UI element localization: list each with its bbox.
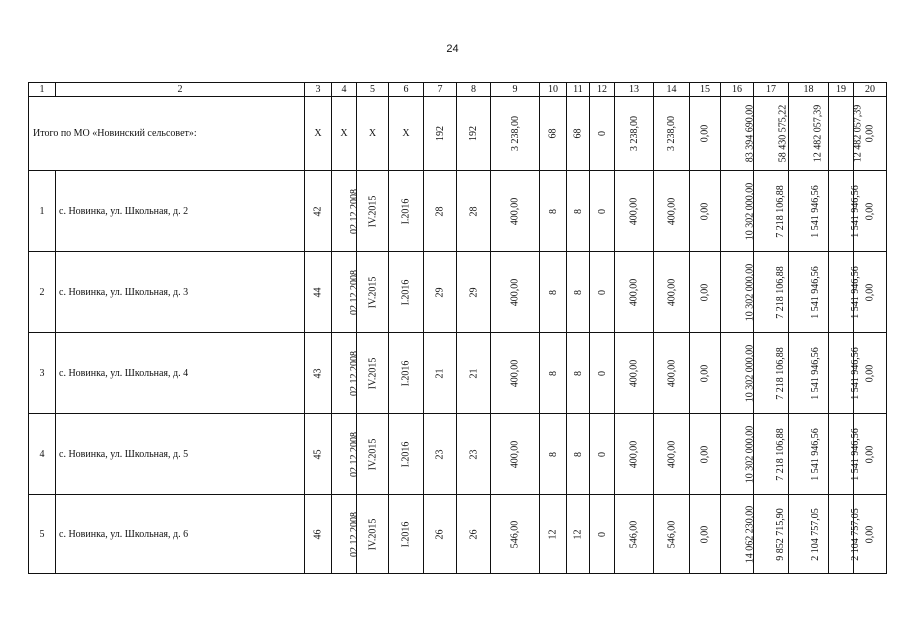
cell-c7 xyxy=(424,495,457,574)
cell-c18 xyxy=(789,495,829,574)
housing-program-table xyxy=(28,82,887,574)
cell-value: 546,00 xyxy=(666,520,677,548)
cell-value: 42 xyxy=(312,206,324,216)
cell-c13 xyxy=(615,333,654,414)
cell-c12 xyxy=(590,252,615,333)
cell-c5 xyxy=(357,171,389,252)
cell-value: 400,00 xyxy=(509,440,521,468)
address-cell: с. Новинка, ул. Школьная, д. 6 xyxy=(56,495,305,574)
cell-c16 xyxy=(721,333,754,414)
total-label: Итого по МО «Новинский сельсовет»: xyxy=(29,97,305,171)
cell-value: 10 302 000,00 xyxy=(744,182,756,240)
cell-c10 xyxy=(540,495,567,574)
cell-value: 400,00 xyxy=(666,278,677,306)
cell-value: 21 xyxy=(468,368,479,378)
column-number: 3 xyxy=(305,83,332,97)
cell-c4 xyxy=(332,171,360,252)
cell-value: 192 xyxy=(434,126,446,141)
address-cell: с. Новинка, ул. Школьная, д. 3 xyxy=(56,252,305,333)
cell-value: 29 xyxy=(434,287,446,297)
cell-c12 xyxy=(590,333,615,414)
cell-value: 02.12.2008 xyxy=(349,188,360,234)
cell-value: 28 xyxy=(468,206,479,216)
total-row xyxy=(29,97,887,171)
cell-c5 xyxy=(357,333,389,414)
row-number: 1 xyxy=(29,171,56,252)
cell-value: 400,00 xyxy=(628,197,640,225)
cell-value: 0 xyxy=(596,289,608,295)
cell-c9 xyxy=(491,333,540,414)
cell-value: 1 541 946,56 xyxy=(849,346,861,400)
cell-c4 xyxy=(332,414,360,495)
row-number: 3 xyxy=(29,333,56,414)
cell-value: 46 xyxy=(312,529,324,539)
column-number: 1 xyxy=(29,83,56,97)
cell-c17 xyxy=(754,252,789,333)
cell-value: 0,00 xyxy=(699,525,711,543)
cell-value: 0,00 xyxy=(699,202,711,220)
column-number-header xyxy=(29,83,887,97)
cell-value: 10 302 000,00 xyxy=(744,344,756,402)
cell-value: 12 482 057,39 xyxy=(812,104,824,163)
cell-value: IV.2015 xyxy=(367,438,379,470)
cell-c16 xyxy=(721,252,754,333)
cell-value: 0 xyxy=(596,531,608,537)
cell-value: 1 541 946,56 xyxy=(849,427,861,481)
cell-c6 xyxy=(389,495,424,574)
cell-value: 0,00 xyxy=(864,202,876,220)
cell-c17 xyxy=(754,495,789,574)
total-c17 xyxy=(754,97,789,171)
cell-c10 xyxy=(540,252,567,333)
cell-value: I.2016 xyxy=(400,198,412,224)
cell-value: 23 xyxy=(468,449,479,459)
cell-c11 xyxy=(567,495,590,574)
column-number: 9 xyxy=(491,83,540,97)
column-number: 18 xyxy=(789,83,829,97)
cell-value: 400,00 xyxy=(509,197,521,225)
cell-value: 400,00 xyxy=(628,359,640,387)
cell-c9 xyxy=(491,495,540,574)
cell-value: 1 541 946,56 xyxy=(809,265,821,319)
cell-value: 0,00 xyxy=(864,445,876,463)
cell-value: 68 xyxy=(572,128,584,139)
cell-c12 xyxy=(590,171,615,252)
cell-value: 21 xyxy=(434,368,446,378)
cell-value: 8 xyxy=(572,370,584,376)
cell-c13 xyxy=(615,495,654,574)
column-number: 5 xyxy=(357,83,389,97)
cell-value: 3 238,00 xyxy=(509,116,521,151)
cell-value: 02.12.2008 xyxy=(349,269,360,315)
cell-value: 8 xyxy=(572,451,584,457)
cell-value: 8 xyxy=(547,289,559,295)
cell-value: 26 xyxy=(468,529,479,539)
cell-value: 1 541 946,56 xyxy=(849,265,861,319)
cell-value: 7 218 106,88 xyxy=(774,427,786,481)
page-number: 24 xyxy=(446,43,459,55)
column-number: 12 xyxy=(590,83,615,97)
cell-c18 xyxy=(789,171,829,252)
cell-c6 xyxy=(389,414,424,495)
cell-value: 8 xyxy=(547,451,559,457)
cell-value: 400,00 xyxy=(628,440,640,468)
column-number: 15 xyxy=(690,83,721,97)
cell-c8 xyxy=(457,171,491,252)
column-number: 17 xyxy=(754,83,789,97)
cell-c10 xyxy=(540,171,567,252)
cell-value: 68 xyxy=(547,128,559,139)
cell-c11 xyxy=(567,252,590,333)
cell-value: 400,00 xyxy=(628,278,640,306)
cell-value: 02.12.2008 xyxy=(349,431,360,477)
cell-c14 xyxy=(654,252,690,333)
column-number: 14 xyxy=(654,83,690,97)
column-number: 10 xyxy=(540,83,567,97)
cell-value: 400,00 xyxy=(666,440,677,468)
cell-value: 546,00 xyxy=(628,520,640,548)
cell-c14 xyxy=(654,171,690,252)
cell-value: IV.2015 xyxy=(367,518,379,550)
cell-value: 43 xyxy=(312,368,324,378)
cell-value: 2 104 757,05 xyxy=(849,507,861,561)
cell-value: I.2016 xyxy=(400,279,412,305)
total-c15 xyxy=(690,97,721,171)
cell-c6 xyxy=(389,252,424,333)
cell-value: 8 xyxy=(547,208,559,214)
cell-value: 02.12.2008 xyxy=(349,511,360,557)
cell-value: 400,00 xyxy=(666,197,677,225)
total-c5: Х xyxy=(357,97,389,171)
cell-c12 xyxy=(590,414,615,495)
cell-c6 xyxy=(389,171,424,252)
cell-value: I.2016 xyxy=(400,521,412,547)
total-c4: Х xyxy=(332,97,357,171)
cell-c10 xyxy=(540,333,567,414)
cell-value: 0 xyxy=(596,451,608,457)
cell-c13 xyxy=(615,414,654,495)
total-c14 xyxy=(654,97,690,171)
cell-c7 xyxy=(424,333,457,414)
cell-c8 xyxy=(457,252,491,333)
cell-c17 xyxy=(754,171,789,252)
cell-c5 xyxy=(357,495,389,574)
column-number: 19 xyxy=(829,83,854,97)
cell-c15 xyxy=(690,252,721,333)
cell-value: 45 xyxy=(312,449,324,459)
table-row xyxy=(29,333,887,414)
column-number: 2 xyxy=(56,83,305,97)
cell-value: 0 xyxy=(596,131,608,136)
cell-c3 xyxy=(305,333,332,414)
total-c12 xyxy=(590,97,615,171)
cell-value: 0,00 xyxy=(699,364,711,382)
cell-value: I.2016 xyxy=(400,360,412,386)
row-number: 2 xyxy=(29,252,56,333)
cell-value: 7 218 106,88 xyxy=(774,265,786,319)
cell-value: 8 xyxy=(547,370,559,376)
total-c9 xyxy=(491,97,540,171)
cell-value: 7 218 106,88 xyxy=(774,184,786,238)
cell-c9 xyxy=(491,414,540,495)
cell-c19 xyxy=(829,495,861,574)
cell-value: I.2016 xyxy=(400,441,412,467)
cell-c3 xyxy=(305,414,332,495)
column-number: 13 xyxy=(615,83,654,97)
cell-value: IV.2015 xyxy=(367,195,379,227)
total-c7 xyxy=(424,97,457,171)
cell-value: IV.2015 xyxy=(367,357,379,389)
cell-value: 400,00 xyxy=(509,359,521,387)
cell-c19 xyxy=(829,171,861,252)
cell-value: 10 302 000,00 xyxy=(744,425,756,483)
cell-value: 12 482 057,39 xyxy=(852,104,864,163)
cell-c8 xyxy=(457,495,491,574)
cell-c7 xyxy=(424,414,457,495)
cell-c13 xyxy=(615,171,654,252)
cell-value: 0,00 xyxy=(699,124,711,143)
cell-value: 0,00 xyxy=(864,124,876,143)
cell-value: 1 541 946,56 xyxy=(849,184,861,238)
cell-c9 xyxy=(491,252,540,333)
cell-value: 29 xyxy=(468,287,479,297)
total-c3: Х xyxy=(305,97,332,171)
table-row xyxy=(29,414,887,495)
cell-value: 400,00 xyxy=(666,359,677,387)
total-c13 xyxy=(615,97,654,171)
address-cell: с. Новинка, ул. Школьная, д. 4 xyxy=(56,333,305,414)
cell-c15 xyxy=(690,414,721,495)
cell-value: 44 xyxy=(312,287,324,297)
cell-c18 xyxy=(789,333,829,414)
cell-value: 12 xyxy=(547,529,559,539)
table-row xyxy=(29,252,887,333)
cell-c14 xyxy=(654,495,690,574)
cell-c16 xyxy=(721,495,754,574)
cell-c11 xyxy=(567,171,590,252)
cell-value: 0,00 xyxy=(699,445,711,463)
cell-value: 8 xyxy=(572,289,584,295)
cell-c3 xyxy=(305,171,332,252)
table-row xyxy=(29,495,887,574)
cell-value: 3 238,00 xyxy=(666,116,677,151)
row-number: 5 xyxy=(29,495,56,574)
cell-c15 xyxy=(690,171,721,252)
address-cell: с. Новинка, ул. Школьная, д. 5 xyxy=(56,414,305,495)
total-c11 xyxy=(567,97,590,171)
cell-c9 xyxy=(491,171,540,252)
cell-value: 26 xyxy=(434,529,446,539)
cell-value: 1 541 946,56 xyxy=(809,184,821,238)
column-number: 8 xyxy=(457,83,491,97)
cell-c8 xyxy=(457,333,491,414)
cell-c13 xyxy=(615,252,654,333)
cell-value: 2 104 757,05 xyxy=(809,507,821,561)
cell-c17 xyxy=(754,333,789,414)
cell-value: 0,00 xyxy=(864,364,876,382)
row-number: 4 xyxy=(29,414,56,495)
cell-c6 xyxy=(389,333,424,414)
cell-c18 xyxy=(789,252,829,333)
table-row xyxy=(29,171,887,252)
cell-value: 0,00 xyxy=(864,283,876,301)
cell-c3 xyxy=(305,495,332,574)
cell-c19 xyxy=(829,333,861,414)
cell-c15 xyxy=(690,333,721,414)
cell-c7 xyxy=(424,171,457,252)
cell-value: 58 430 575,22 xyxy=(777,104,789,163)
cell-value: 28 xyxy=(434,206,446,216)
cell-c14 xyxy=(654,333,690,414)
cell-c14 xyxy=(654,414,690,495)
cell-value: 0 xyxy=(596,370,608,376)
cell-value: 400,00 xyxy=(509,278,521,306)
cell-value: 23 xyxy=(434,449,446,459)
cell-c16 xyxy=(721,414,754,495)
cell-c16 xyxy=(721,171,754,252)
total-c18 xyxy=(789,97,829,171)
cell-value: 0 xyxy=(596,208,608,214)
cell-value: 12 xyxy=(572,529,584,539)
cell-c11 xyxy=(567,333,590,414)
cell-c12 xyxy=(590,495,615,574)
cell-value: 14 062 230,00 xyxy=(744,505,756,563)
cell-c17 xyxy=(754,414,789,495)
cell-value: 1 541 946,56 xyxy=(809,346,821,400)
total-c6: Х xyxy=(389,97,424,171)
cell-value: 83 394 690,00 xyxy=(744,104,756,163)
column-number: 7 xyxy=(424,83,457,97)
cell-value: 8 xyxy=(572,208,584,214)
cell-c18 xyxy=(789,414,829,495)
cell-value: 1 541 946,56 xyxy=(809,427,821,481)
cell-value: 10 302 000,00 xyxy=(744,263,756,321)
cell-c4 xyxy=(332,333,360,414)
total-c19 xyxy=(829,97,864,171)
cell-c7 xyxy=(424,252,457,333)
column-number: 20 xyxy=(854,83,887,97)
cell-value: 9 852 715,90 xyxy=(774,507,786,561)
column-number: 16 xyxy=(721,83,754,97)
column-number: 4 xyxy=(332,83,357,97)
cell-value: 192 xyxy=(468,126,479,141)
cell-value: 0,00 xyxy=(864,525,876,543)
cell-c5 xyxy=(357,414,389,495)
cell-value: 3 238,00 xyxy=(628,116,640,151)
address-cell: с. Новинка, ул. Школьная, д. 2 xyxy=(56,171,305,252)
cell-c3 xyxy=(305,252,332,333)
cell-c4 xyxy=(332,495,360,574)
cell-value: IV.2015 xyxy=(367,276,379,308)
cell-value: 7 218 106,88 xyxy=(774,346,786,400)
cell-c15 xyxy=(690,495,721,574)
cell-c4 xyxy=(332,252,360,333)
cell-c19 xyxy=(829,414,861,495)
total-c10 xyxy=(540,97,567,171)
cell-value: 02.12.2008 xyxy=(349,350,360,396)
column-number: 6 xyxy=(389,83,424,97)
cell-value: 0,00 xyxy=(699,283,711,301)
cell-c5 xyxy=(357,252,389,333)
cell-c19 xyxy=(829,252,861,333)
column-number: 11 xyxy=(567,83,590,97)
cell-c10 xyxy=(540,414,567,495)
total-c16 xyxy=(721,97,754,171)
cell-c8 xyxy=(457,414,491,495)
cell-c11 xyxy=(567,414,590,495)
total-c8 xyxy=(457,97,491,171)
cell-value: 546,00 xyxy=(509,520,521,548)
